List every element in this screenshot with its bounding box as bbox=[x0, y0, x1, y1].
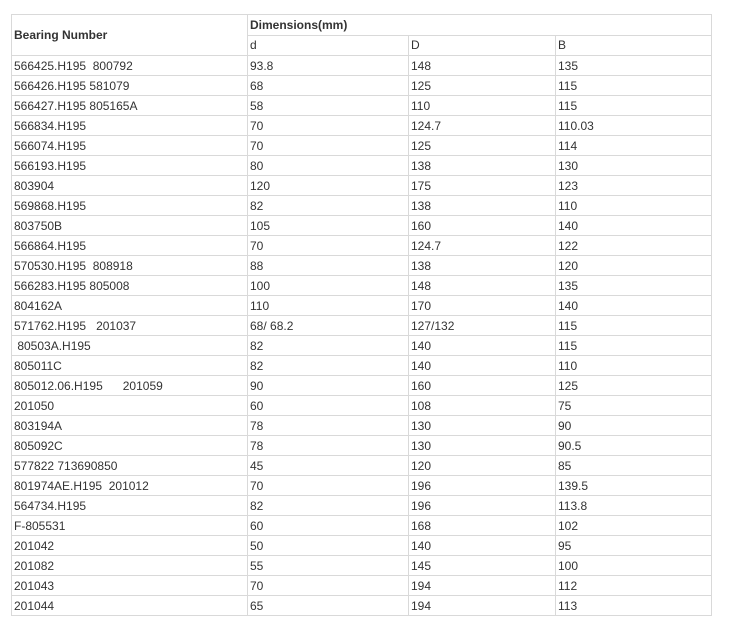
b-cell: 85 bbox=[556, 456, 712, 476]
table-row bbox=[12, 476, 712, 496]
table-row bbox=[12, 536, 712, 556]
bearing-number-cell: F-805531 bbox=[12, 516, 248, 536]
bearing-number-cell: 577822 713690850 bbox=[12, 456, 248, 476]
table-body bbox=[12, 56, 712, 616]
b-cell: 140 bbox=[556, 216, 712, 236]
table-row bbox=[12, 156, 712, 176]
d-cell: 70 bbox=[248, 236, 409, 256]
bearing-number-cell: 566074.H195 bbox=[12, 136, 248, 156]
b-cell: 135 bbox=[556, 276, 712, 296]
bearing-number-cell: 805011C bbox=[12, 356, 248, 376]
table-row bbox=[12, 116, 712, 136]
big-d-cell: 145 bbox=[409, 556, 556, 576]
d-cell: 93.8 bbox=[248, 56, 409, 76]
b-cell: 100 bbox=[556, 556, 712, 576]
big-d-cell: 148 bbox=[409, 56, 556, 76]
table-row bbox=[12, 576, 712, 596]
d-cell: 65 bbox=[248, 596, 409, 616]
d-cell: 90 bbox=[248, 376, 409, 396]
bearing-number-cell: 566834.H195 bbox=[12, 116, 248, 136]
bearing-number-cell: 803194A bbox=[12, 416, 248, 436]
big-d-cell: 130 bbox=[409, 436, 556, 456]
big-d-cell: 138 bbox=[409, 156, 556, 176]
d-cell: 105 bbox=[248, 216, 409, 236]
d-cell: 58 bbox=[248, 96, 409, 116]
b-cell: 95 bbox=[556, 536, 712, 556]
b-cell: 115 bbox=[556, 76, 712, 96]
d-cell: 80 bbox=[248, 156, 409, 176]
bearing-number-cell: 566426.H195 581079 bbox=[12, 76, 248, 96]
table-row bbox=[12, 196, 712, 216]
table-row bbox=[12, 456, 712, 476]
b-cell: 114 bbox=[556, 136, 712, 156]
table-header bbox=[12, 15, 712, 56]
d-cell: 60 bbox=[248, 396, 409, 416]
bearing-number-cell: 571762.H195 201037 bbox=[12, 316, 248, 336]
big-d-cell: 108 bbox=[409, 396, 556, 416]
b-cell: 110 bbox=[556, 356, 712, 376]
table-row bbox=[12, 316, 712, 336]
table-row bbox=[12, 596, 712, 616]
bearing-number-cell: 566193.H195 bbox=[12, 156, 248, 176]
big-d-cell: 125 bbox=[409, 76, 556, 96]
d-cell: 88 bbox=[248, 256, 409, 276]
d-cell: 82 bbox=[248, 496, 409, 516]
big-d-cell: 140 bbox=[409, 336, 556, 356]
table-row bbox=[12, 96, 712, 116]
b-cell: 110 bbox=[556, 196, 712, 216]
big-d-cell: 130 bbox=[409, 416, 556, 436]
b-cell: 112 bbox=[556, 576, 712, 596]
bearing-number-cell: 570530.H195 808918 bbox=[12, 256, 248, 276]
b-cell: 122 bbox=[556, 236, 712, 256]
bearing-dimensions-table bbox=[11, 14, 712, 616]
table-row bbox=[12, 416, 712, 436]
b-cell: 123 bbox=[556, 176, 712, 196]
b-cell: 90.5 bbox=[556, 436, 712, 456]
b-cell: 130 bbox=[556, 156, 712, 176]
bearing-number-cell: 805092C bbox=[12, 436, 248, 456]
b-cell: 115 bbox=[556, 336, 712, 356]
table-row bbox=[12, 336, 712, 356]
bearing-number-cell: 201042 bbox=[12, 536, 248, 556]
table-row bbox=[12, 356, 712, 376]
bearing-number-cell: 201050 bbox=[12, 396, 248, 416]
table-row bbox=[12, 296, 712, 316]
bearing-number-cell: 803750B bbox=[12, 216, 248, 236]
b-cell: 120 bbox=[556, 256, 712, 276]
b-cell: 102 bbox=[556, 516, 712, 536]
d-cell: 78 bbox=[248, 416, 409, 436]
d-cell: 82 bbox=[248, 356, 409, 376]
bearing-number-cell: 569868.H195 bbox=[12, 196, 248, 216]
bearing-number-cell: 804162A bbox=[12, 296, 248, 316]
b-cell: 110.03 bbox=[556, 116, 712, 136]
bearing-number-cell: 566427.H195 805165A bbox=[12, 96, 248, 116]
big-d-cell: 194 bbox=[409, 596, 556, 616]
table-row bbox=[12, 516, 712, 536]
d-cell: 60 bbox=[248, 516, 409, 536]
bearing-number-cell: 803904 bbox=[12, 176, 248, 196]
dimensions-header: Dimensions(mm) bbox=[248, 15, 712, 36]
table-row bbox=[12, 376, 712, 396]
table-row bbox=[12, 496, 712, 516]
table-row bbox=[12, 216, 712, 236]
d-cell: 100 bbox=[248, 276, 409, 296]
table-row bbox=[12, 276, 712, 296]
d-column-header: d bbox=[248, 35, 409, 56]
table-row bbox=[12, 236, 712, 256]
d-cell: 78 bbox=[248, 436, 409, 456]
table-row bbox=[12, 556, 712, 576]
bearing-number-header: Bearing Number bbox=[12, 15, 248, 56]
b-cell: 140 bbox=[556, 296, 712, 316]
big-d-cell: 196 bbox=[409, 476, 556, 496]
big-d-cell: 110 bbox=[409, 96, 556, 116]
bearing-number-cell: 566425.H195 800792 bbox=[12, 56, 248, 76]
big-d-cell: 148 bbox=[409, 276, 556, 296]
b-cell: 135 bbox=[556, 56, 712, 76]
table-row bbox=[12, 56, 712, 76]
bearing-number-cell: 564734.H195 bbox=[12, 496, 248, 516]
bearing-number-cell: 201043 bbox=[12, 576, 248, 596]
big-d-cell: 125 bbox=[409, 136, 556, 156]
table-row bbox=[12, 436, 712, 456]
bearing-number-cell: 201082 bbox=[12, 556, 248, 576]
big-d-cell: 140 bbox=[409, 536, 556, 556]
big-d-cell: 160 bbox=[409, 216, 556, 236]
big-d-cell: 168 bbox=[409, 516, 556, 536]
big-d-cell: 194 bbox=[409, 576, 556, 596]
big-d-cell: 160 bbox=[409, 376, 556, 396]
b-cell: 113.8 bbox=[556, 496, 712, 516]
big-d-cell: 127/132 bbox=[409, 316, 556, 336]
b-cell: 115 bbox=[556, 316, 712, 336]
b-cell: 75 bbox=[556, 396, 712, 416]
big-d-column-header: D bbox=[409, 35, 556, 56]
d-cell: 82 bbox=[248, 196, 409, 216]
bearing-number-cell: 80503A.H195 bbox=[12, 336, 248, 356]
b-cell: 113 bbox=[556, 596, 712, 616]
b-cell: 90 bbox=[556, 416, 712, 436]
table-row bbox=[12, 136, 712, 156]
big-d-cell: 124.7 bbox=[409, 236, 556, 256]
bearing-number-cell: 566283.H195 805008 bbox=[12, 276, 248, 296]
table-row bbox=[12, 176, 712, 196]
table-row bbox=[12, 76, 712, 96]
big-d-cell: 124.7 bbox=[409, 116, 556, 136]
d-cell: 120 bbox=[248, 176, 409, 196]
d-cell: 70 bbox=[248, 476, 409, 496]
big-d-cell: 138 bbox=[409, 256, 556, 276]
header-row-top bbox=[12, 15, 712, 36]
d-cell: 68 bbox=[248, 76, 409, 96]
d-cell: 68/ 68.2 bbox=[248, 316, 409, 336]
big-d-cell: 196 bbox=[409, 496, 556, 516]
big-d-cell: 120 bbox=[409, 456, 556, 476]
d-cell: 82 bbox=[248, 336, 409, 356]
b-cell: 115 bbox=[556, 96, 712, 116]
bearing-number-cell: 805012.06.H195 201059 bbox=[12, 376, 248, 396]
bearing-number-cell: 566864.H195 bbox=[12, 236, 248, 256]
d-cell: 55 bbox=[248, 556, 409, 576]
big-d-cell: 175 bbox=[409, 176, 556, 196]
d-cell: 70 bbox=[248, 116, 409, 136]
table-row bbox=[12, 396, 712, 416]
d-cell: 45 bbox=[248, 456, 409, 476]
d-cell: 110 bbox=[248, 296, 409, 316]
big-d-cell: 140 bbox=[409, 356, 556, 376]
b-cell: 139.5 bbox=[556, 476, 712, 496]
table-row bbox=[12, 256, 712, 276]
d-cell: 70 bbox=[248, 576, 409, 596]
b-cell: 125 bbox=[556, 376, 712, 396]
big-d-cell: 138 bbox=[409, 196, 556, 216]
d-cell: 50 bbox=[248, 536, 409, 556]
bearing-number-cell: 801974AE.H195 201012 bbox=[12, 476, 248, 496]
d-cell: 70 bbox=[248, 136, 409, 156]
b-column-header: B bbox=[556, 35, 712, 56]
big-d-cell: 170 bbox=[409, 296, 556, 316]
bearing-number-cell: 201044 bbox=[12, 596, 248, 616]
